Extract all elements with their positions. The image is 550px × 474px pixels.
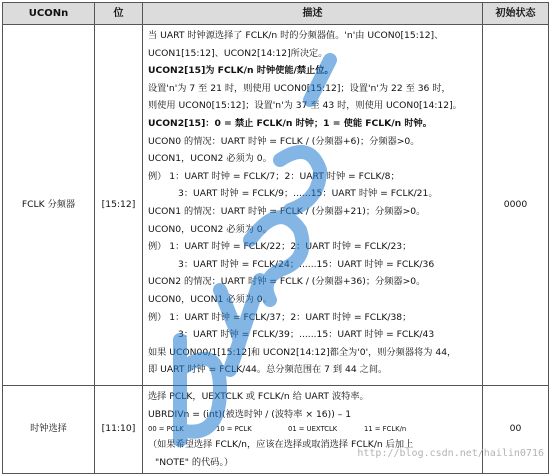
desc-line: 例） 1：UART 时钟 = FCLK/7；2：UART 时钟 = FCLK/8；	[148, 170, 400, 182]
desc-line: UBRDIVn = (int)(被选时钟 / (波特率 × 16)) – 1	[148, 408, 352, 420]
header-uconn: UCONn	[3, 3, 95, 25]
row-initial-state: 0000	[483, 25, 549, 386]
option-item: 00 = PCLK	[148, 425, 184, 434]
header-description: 描述	[143, 3, 483, 25]
desc-line: UCON0，UCON1 必须为 0。	[148, 293, 272, 305]
row-name: FCLK 分频器	[3, 25, 95, 386]
header-bit: 位	[95, 3, 143, 25]
clock-options	[148, 423, 478, 436]
desc-line: UCON2 的情况：UART 时钟 = FCLK / (分频器+36)；分频器>0。	[148, 276, 426, 288]
desc-line: 选择 PCLK，UEXTCLK 或 FCLK/n 给 UART 波特率。	[148, 391, 369, 402]
desc-line: 3：UART 时钟 = FCLK/24；......15：UART 时钟 = FCLK/36	[178, 258, 435, 270]
desc-line: UCON1[15:12]、UCON2[14:12]所决定。	[148, 47, 328, 59]
row-description	[143, 386, 483, 474]
desc-line: "NOTE" 的代码。）	[155, 456, 234, 468]
desc-line: 3：UART 时钟 = FCLK/9；......15：UART 时钟 = FCLK/21。	[178, 188, 438, 200]
desc-line: UCON1 的情况：UART 时钟 = FCLK / (分频器+21)；分频器>0。	[148, 205, 426, 217]
option-item: 01 = UEXTCLK	[288, 425, 338, 434]
desc-line: 即 UART 时钟 = FCLK/44。总分频范围在 7 到 44 之间。	[148, 364, 388, 376]
desc-line: 则使用 UCON0[15:12]；设置'n'为 37 至 43 时，则使用 UCON0[14:12]。	[148, 100, 462, 112]
desc-line: 例） 1：UART 时钟 = FCLK/22；2：UART 时钟 = FCLK/23；	[148, 241, 412, 253]
row-initial-state: 00	[483, 386, 549, 474]
register-table	[2, 2, 549, 474]
table-row	[3, 25, 549, 386]
desc-line: （如果希望选择 FCLK/n，应该在选择或取消选择 FCLK/n 后加上	[148, 439, 414, 451]
table-row	[3, 386, 549, 474]
desc-line: 如果 UCON00/1[15:12]和 UCON2[14:12]都全为'0'，则分频器将为 44，	[148, 346, 457, 358]
row-description	[143, 25, 483, 386]
desc-line: UCON2[15]为 FCLK/n 时钟使能/禁止位。	[148, 65, 334, 77]
row-name: 时钟选择	[3, 386, 95, 474]
desc-line: 例） 1：UART 时钟 = FCLK/37；2：UART 时钟 = FCLK/38；	[148, 311, 412, 323]
header-initial-state: 初始状态	[483, 3, 549, 25]
url-watermark: http://blog.csdn.net/hailin0716	[357, 448, 544, 459]
table-header-row	[3, 3, 549, 25]
option-item: 11 = FCLK/n	[364, 425, 407, 434]
desc-line: 设置'n'为 7 至 21 时，则使用 UCON0[15:12]；设置'n'为 22 至 36 时，	[148, 82, 451, 94]
desc-line: UCON1，UCON2 必须为 0。	[148, 153, 272, 165]
desc-line: UCON0 的情况：UART 时钟 = FCLK / (分频器+6)；分频器>0。	[148, 135, 420, 147]
option-item: 10 = PCLK	[216, 425, 252, 434]
row-bits: [11:10]	[95, 386, 143, 474]
row-bits: [15:12]	[95, 25, 143, 386]
desc-line: 当 UART 时钟源选择了 FCLK/n 时的分频器值。'n'由 UCON0[15:12]、	[148, 30, 444, 41]
desc-line: UCON2[15]：0 = 禁止 FCLK/n 时钟；1 = 使能 FCLK/n 时钟。	[148, 117, 432, 129]
desc-line: UCON0，UCON2 必须为 0。	[148, 223, 272, 235]
desc-line: 3：UART 时钟 = FCLK/39；......15：UART 时钟 = FCLK/43	[178, 329, 435, 341]
